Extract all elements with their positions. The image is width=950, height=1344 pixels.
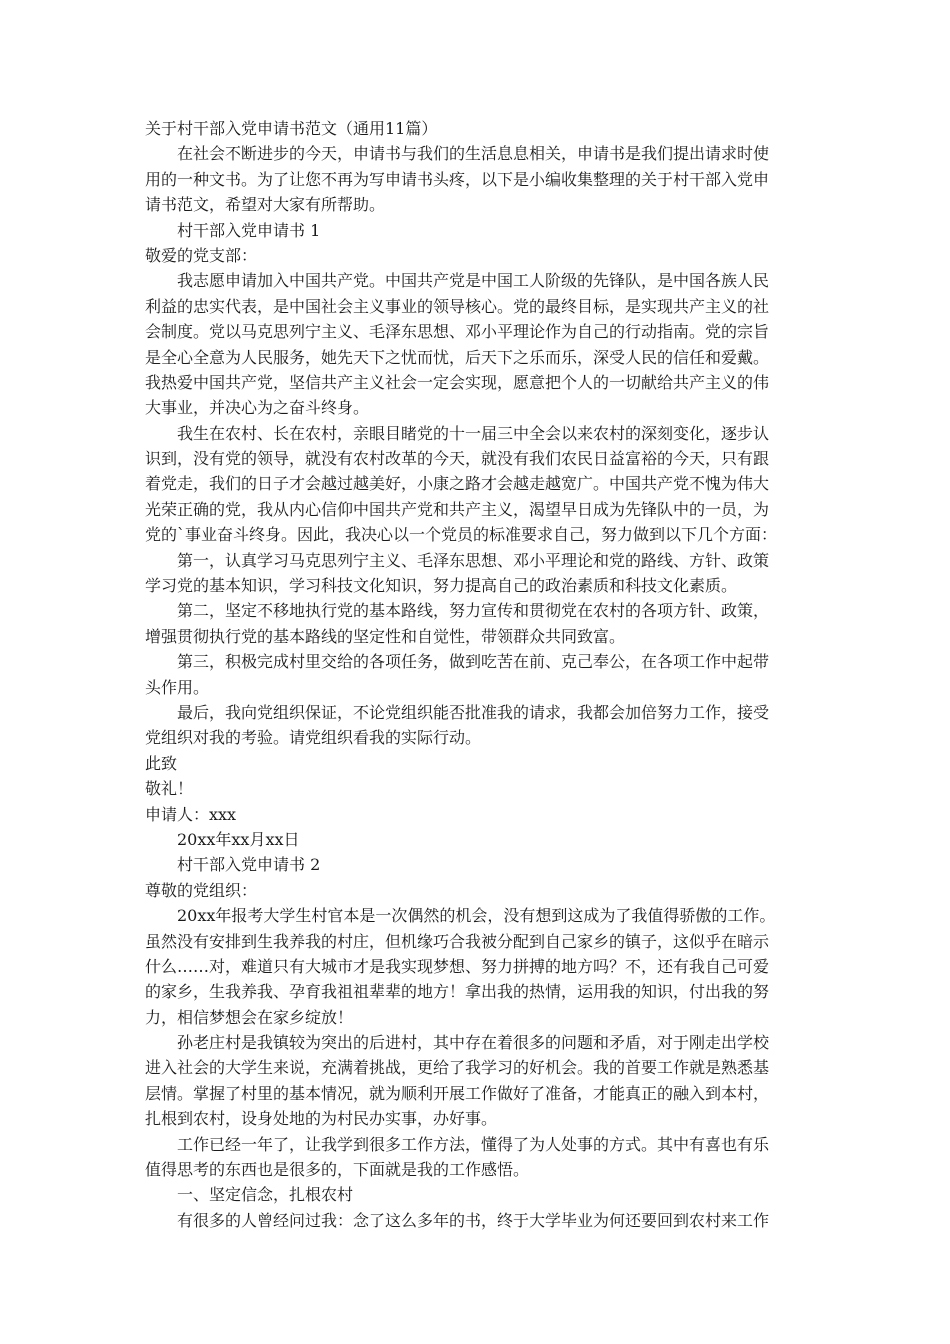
paragraph-line: 识到，没有党的领导，就没有农村改革的今天，就没有我们农民日益富裕的今天，只有跟: [145, 449, 770, 469]
paragraph-line: 力，相信梦想会在家乡绽放！: [145, 1007, 354, 1027]
paragraph-line: 我志愿申请加入中国共产党。中国共产党是中国工人阶级的先锋队，是中国各族人民: [177, 271, 770, 291]
letter1-salutation: 敬爱的党支部：: [145, 245, 258, 265]
paragraph-line: 的家乡，生我养我、孕育我祖祖辈辈的地方！拿出我的热情，运用我的知识，付出我的努: [145, 982, 770, 1002]
paragraph-line: 进入社会的大学生来说，充满着挑战，更给了我学习的好机会。我的首要工作就是熟悉基: [145, 1058, 770, 1078]
closing-line: 此致: [145, 753, 178, 773]
paragraph-line: 学习党的基本知识，学习科技文化知识，努力提高自己的政治素质和科技文化素质。: [145, 576, 738, 596]
paragraph-line: 第二，坚定不移地执行党的基本路线，努力宣传和贯彻党在农村的各项方针、政策，: [177, 601, 770, 621]
paragraph-line: 第一，认真学习马克思列宁主义、毛泽东思想、邓小平理论和党的路线、方针、政策: [177, 550, 770, 570]
paragraph-line: 值得思考的东西也是很多的，下面就是我的工作感悟。: [145, 1160, 530, 1180]
paragraph-line: 利益的忠实代表，是中国社会主义事业的领导核心。党的最终目标，是实现共产主义的社: [145, 296, 770, 316]
paragraph-line: 最后，我向党组织保证，不论党组织能否批准我的请求，我都会加倍努力工作，接受: [177, 702, 770, 722]
paragraph-line: 增强贯彻执行党的基本路线的坚定性和自觉性，带领群众共同致富。: [145, 626, 626, 646]
paragraph-line: 工作已经一年了，让我学到很多工作方法，懂得了为人处事的方式。其中有喜也有乐: [177, 1134, 770, 1154]
intro-line: 用的一种文书。为了让您不再为写申请书头疼，以下是小编收集整理的关于村干部入党申: [145, 169, 770, 189]
paragraph-line: 光荣正确的党，我从内心信仰中国共产党和共产主义，渴望早日成为先锋队中的一员，为: [145, 499, 770, 519]
applicant-line: 申请人：xxx: [145, 804, 237, 824]
document-page: [145, 116, 810, 1233]
paragraph-line: 层情。掌握了村里的基本情况，就为顺利开展工作做好了准备，才能真正的融入到本村，: [145, 1083, 770, 1103]
paragraph-line: 虽然没有安排到生我养我的村庄，但机缘巧合我被分配到自己家乡的镇子，这似乎在暗示: [145, 931, 770, 951]
paragraph-line: 党的`事业奋斗终身。因此，我决心以一个党员的标准要求自己，努力做到以下几个方面：: [145, 525, 778, 545]
date-line: 20xx年xx月xx日: [177, 829, 300, 849]
paragraph-line: 20xx年报考大学生村官本是一次偶然的机会，没有想到这成为了我值得骄傲的工作。: [177, 906, 776, 926]
paragraph-line: 头作用。: [145, 677, 210, 697]
letter2-salutation: 尊敬的党组织：: [145, 880, 258, 900]
paragraph-line: 孙老庄村是我镇较为突出的后进村，其中存在着很多的问题和矛盾，对于刚走出学校: [177, 1033, 770, 1053]
paragraph-line: 扎根到农村，设身处地的为村民办实事，办好事。: [145, 1109, 498, 1129]
paragraph-line: 会制度。党以马克思列宁主义、毛泽东思想、邓小平理论作为自己的行动指南。党的宗旨: [145, 322, 770, 342]
paragraph-line: 什么……对，难道只有大城市才是我实现梦想、努力拼搏的地方吗？不，还有我自己可爱: [145, 956, 770, 976]
document-title: 关于村干部入党申请书范文（通用11篇）: [145, 119, 438, 138]
paragraph-line: 是全心全意为人民服务，她先天下之忧而忧，后天下之乐而乐，深受人民的信任和爱戴。: [145, 347, 770, 367]
intro-line: 请书范文，希望对大家有所帮助。: [145, 195, 386, 215]
paragraph-line: 着党走，我们的日子才会越过越美好，小康之路才会越走越宽广。中国共产党不愧为伟大: [145, 474, 770, 494]
intro-line: 在社会不断进步的今天，申请书与我们的生活息息相关，申请书是我们提出请求时使: [177, 144, 770, 164]
paragraph-line: 我生在农村、长在农村，亲眼目睹党的十一届三中全会以来农村的深刻变化，逐步认: [177, 423, 770, 443]
paragraph-line: 有很多的人曾经问过我：念了这么多年的书，终于大学毕业为何还要回到农村来工作: [177, 1210, 770, 1230]
letter1-heading: 村干部入党申请书 1: [177, 220, 321, 240]
paragraph-line: 第三，积极完成村里交给的各项任务，做到吃苦在前、克己奉公，在各项工作中起带: [177, 652, 770, 672]
paragraph-line: 我热爱中国共产党，坚信共产主义社会一定会实现，愿意把个人的一切献给共产主义的伟: [145, 372, 770, 392]
paragraph-line: 党组织对我的考验。请党组织看我的实际行动。: [145, 728, 482, 748]
closing-line: 敬礼！: [145, 779, 194, 799]
paragraph-line: 大事业，并决心为之奋斗终身。: [145, 398, 370, 418]
section-heading: 一、坚定信念，扎根农村: [177, 1185, 354, 1205]
letter2-heading: 村干部入党申请书 2: [177, 855, 321, 875]
